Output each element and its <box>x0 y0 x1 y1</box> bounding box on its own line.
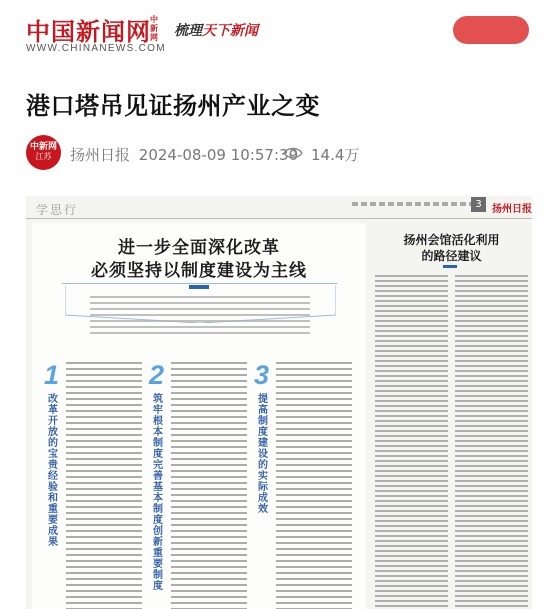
header-action-button[interactable] <box>453 16 529 44</box>
newspaper-brand: 扬州日报 <box>492 204 532 215</box>
main-lead-text <box>90 296 310 336</box>
eye-icon <box>283 146 303 160</box>
main-column-2 <box>149 360 249 609</box>
article-meta <box>70 144 302 165</box>
main-headline-line2: 必须坚持以制度建设为主线 <box>91 261 307 281</box>
article-views: 14.4万 <box>311 146 360 164</box>
main-headline-rule <box>62 283 337 284</box>
side-body-text-left <box>375 275 448 609</box>
site-header <box>0 0 550 62</box>
column-body-text <box>171 362 247 609</box>
newspaper-section-label: 学思行 <box>36 203 79 217</box>
site-logo-small-text: 中新网 <box>150 15 158 42</box>
main-article <box>32 223 366 609</box>
side-body-text-right <box>455 275 528 609</box>
article-title: 港口塔吊见证扬州产业之变 <box>26 92 320 120</box>
column-subtitle: 改革开放的宝贵经验和重要成果 <box>48 394 58 548</box>
column-number: 3 <box>254 360 270 390</box>
main-column-1 <box>44 360 144 609</box>
column-number: 1 <box>44 360 60 390</box>
slogan-highlight: 天下新闻 <box>202 23 258 39</box>
column-number: 2 <box>149 360 165 390</box>
newspaper-page-number: 3 <box>471 197 486 212</box>
side-headline-line1: 扬州会馆活化利用 <box>403 233 500 247</box>
side-headline-line2: 的路径建议 <box>421 249 482 263</box>
newspaper-top-rule <box>26 218 532 219</box>
slogan-prefix: 梳理 <box>174 23 202 39</box>
newspaper-page-image[interactable] <box>26 196 532 609</box>
source-avatar-line1: 中新网 <box>29 142 57 152</box>
site-logo[interactable]: 中国新闻网 <box>26 17 151 46</box>
site-slogan <box>174 20 258 40</box>
side-author-marker <box>443 265 457 268</box>
column-body-text <box>276 362 352 609</box>
main-headline-line1: 进一步全面深化改革 <box>118 238 280 258</box>
column-body-text <box>66 362 142 609</box>
newspaper-info-line <box>352 202 472 206</box>
main-column-3 <box>254 360 354 609</box>
source-avatar-line2: 江苏 <box>35 152 52 161</box>
article-source[interactable]: 扬州日报 <box>70 146 131 164</box>
site-logo-url: WWW.CHINANEWS.COM <box>26 43 166 54</box>
article-datetime: 2024-08-09 10:57:30 <box>138 146 299 164</box>
column-subtitle: 筑牢根本制度完善基本制度创新重要制度 <box>153 394 163 592</box>
source-avatar[interactable] <box>26 135 61 170</box>
column-subtitle: 提高制度建设的实际成效 <box>258 394 268 515</box>
side-article <box>371 223 532 609</box>
